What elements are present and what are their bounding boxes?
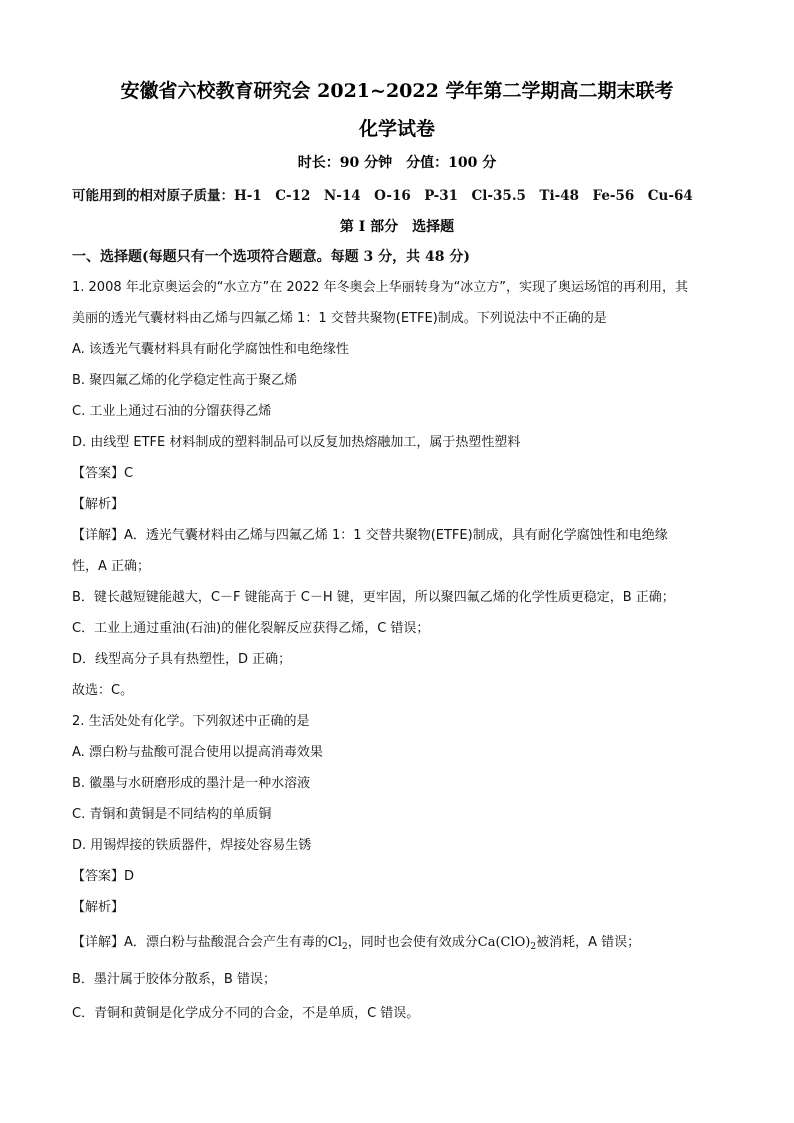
q2-option-a: A. 漂白粉与盐酸可混合使用以提高消毒效果 — [72, 745, 323, 760]
q1-detail-3: B．键长越短键能越大，C－F 键能高于 C－H 键，更牢固，所以聚四氟乙烯的化学性质更稳定，B 正确； — [72, 590, 675, 605]
section-title: 一、选择题(每题只有一个选项符合题意。每题 3 分，共 48 分) — [72, 249, 470, 265]
exam-meta: 时长：90 分钟 分值：100 分 — [297, 155, 497, 171]
q1-option-a: A. 该透光气囊材料具有耐化学腐蚀性和电绝缘性 — [72, 342, 349, 357]
q2-option-d: D. 用锡焊接的铁质器件，焊接处容易生锈 — [72, 838, 312, 853]
part-title: 第 I 部分 选择题 — [339, 219, 455, 235]
formula-cl2: $Cl_2$ — [327, 935, 348, 952]
q1-stem-line-2: 美丽的透光气囊材料由乙烯与四氟乙烯 1：1 交替共聚物(ETFE)制成。下列说法中不正确的是 — [72, 311, 607, 326]
q1-option-b: B. 聚四氟乙烯的化学稳定性高于聚乙烯 — [72, 373, 298, 388]
q1-conclusion: 故选：C。 — [72, 683, 134, 698]
q2-detail-3: C．青铜和黄铜是化学成分不同的合金，不是单质，C 错误。 — [72, 1006, 420, 1021]
q2-stem: 2. 生活处处有化学。下列叙述中正确的是 — [72, 714, 310, 729]
q1-analysis-label: 【解析】 — [72, 497, 125, 512]
exam-title: 安徽省六校教育研究会 2021~2022 学年第二学期高二期末联考 — [120, 80, 674, 102]
q1-detail-5: D．线型高分子具有热塑性，D 正确； — [72, 652, 292, 667]
q2-detail-1 — [72, 931, 640, 952]
q1-option-c: C. 工业上通过石油的分馏获得乙烯 — [72, 404, 272, 419]
q1-option-d: D. 由线型 ETFE 材料制成的塑料制品可以反复加热熔融加工，属于热塑性塑料 — [72, 435, 521, 450]
q2-option-b: B. 徽墨与水研磨形成的墨汁是一种水溶液 — [72, 776, 311, 791]
q1-detail-1: 【详解】A．透光气囊材料由乙烯与四氟乙烯 1：1 交替共聚物(ETFE)制成，具有耐化学腐蚀性和电绝缘 — [72, 528, 668, 543]
atomic-masses: 可能用到的相对原子质量：H-1 C-12 N-14 O-16 P-31 Cl-35.5 Ti-48 Fe-56 Cu-64 — [72, 188, 693, 204]
q2-answer: 【答案】D — [72, 869, 135, 884]
q1-answer: 【答案】C — [72, 466, 134, 481]
q1-detail-4: C．工业上通过重油(石油)的催化裂解反应获得乙烯，C 错误； — [72, 621, 430, 636]
q2-analysis-label: 【解析】 — [72, 900, 125, 915]
q2-detail-1-middle: ，同时也会使有效成分 — [347, 935, 478, 950]
exam-subtitle: 化学试卷 — [358, 118, 435, 140]
q1-detail-2: 性，A 正确； — [72, 559, 151, 574]
q2-option-c: C. 青铜和黄铜是不同结构的单质铜 — [72, 807, 272, 822]
formula-ca-clo-2: $Ca(ClO)_2$ — [477, 935, 537, 952]
q1-stem-line-1: 1. 2008 年北京奥运会的“水立方”在 2022 年冬奥会上华丽转身为“冰立方”，实现了奥运场馆的再利用，其 — [72, 280, 689, 295]
q2-detail-1-end: 被消耗，A 错误； — [536, 935, 641, 950]
q2-detail-2: B．墨汁属于胶体分散系，B 错误； — [72, 972, 276, 987]
q2-detail-1-start: 【详解】A．漂白粉与盐酸混合会产生有毒的 — [72, 935, 328, 950]
